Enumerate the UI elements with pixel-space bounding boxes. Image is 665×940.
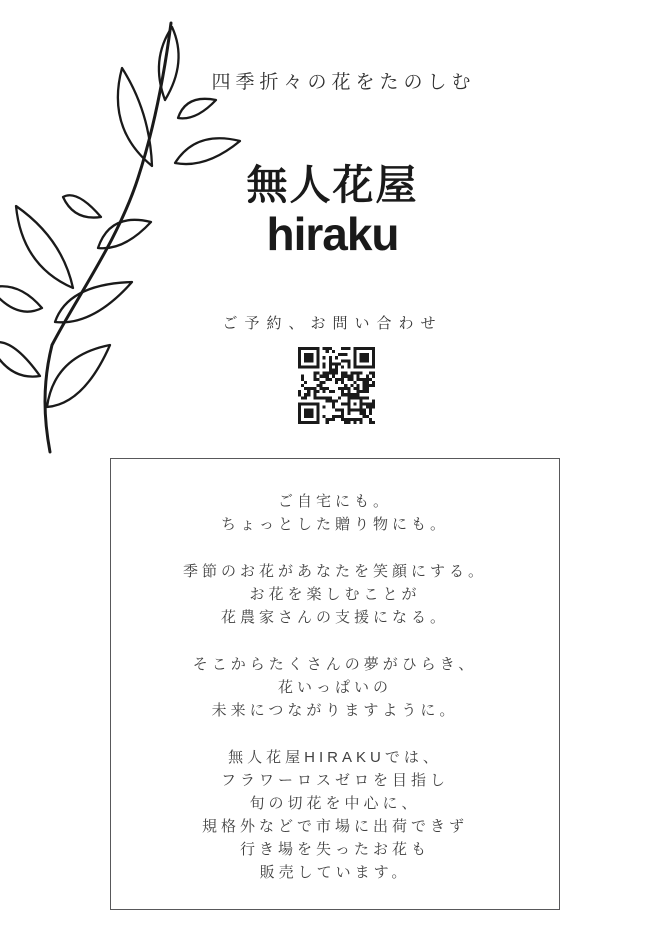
contact-label: ご予約、お問い合わせ: [222, 315, 443, 332]
leaf: [178, 99, 216, 119]
paragraph-3: [111, 653, 559, 722]
text-line: ご自宅にも。: [277, 493, 392, 510]
text-line: 花いっぱいの: [277, 679, 392, 696]
info-box: [110, 458, 560, 910]
text-line: そこからたくさんの夢がひらき、: [192, 656, 478, 673]
text-line: 花農家さんの支援になる。: [220, 609, 449, 626]
text-line: 季節のお花があなたを笑顔にする。: [182, 563, 487, 580]
tagline: 四季折々の花をたのしむ: [211, 72, 476, 93]
info-paragraphs: [111, 490, 559, 884]
leaf: [47, 345, 110, 407]
shop-title-japanese: 無人花屋: [246, 162, 419, 208]
text-line: 規格外などで市場に出荷できず: [201, 818, 468, 835]
text-line: 未来につながりますように。: [211, 702, 459, 719]
shop-title-roman: hiraku: [266, 208, 399, 260]
paragraph-4: [111, 746, 559, 884]
text-line: 無人花屋HIRAKUでは、: [228, 749, 442, 766]
text-line: フラワーロスゼロを目指し: [220, 772, 449, 789]
text-line: 販売しています。: [259, 864, 411, 881]
text-line: お花を楽しむことが: [249, 586, 421, 603]
paragraph-2: [111, 560, 559, 629]
qr-code-icon: [298, 347, 375, 424]
text-line: 旬の切花を中心に、: [249, 795, 421, 812]
text-line: 行き場を失ったお花も: [239, 841, 430, 858]
leaf: [0, 342, 40, 377]
leaf: [0, 286, 42, 311]
paragraph-1: [111, 490, 559, 536]
text-line: ちょっとした贈り物にも。: [220, 516, 449, 533]
